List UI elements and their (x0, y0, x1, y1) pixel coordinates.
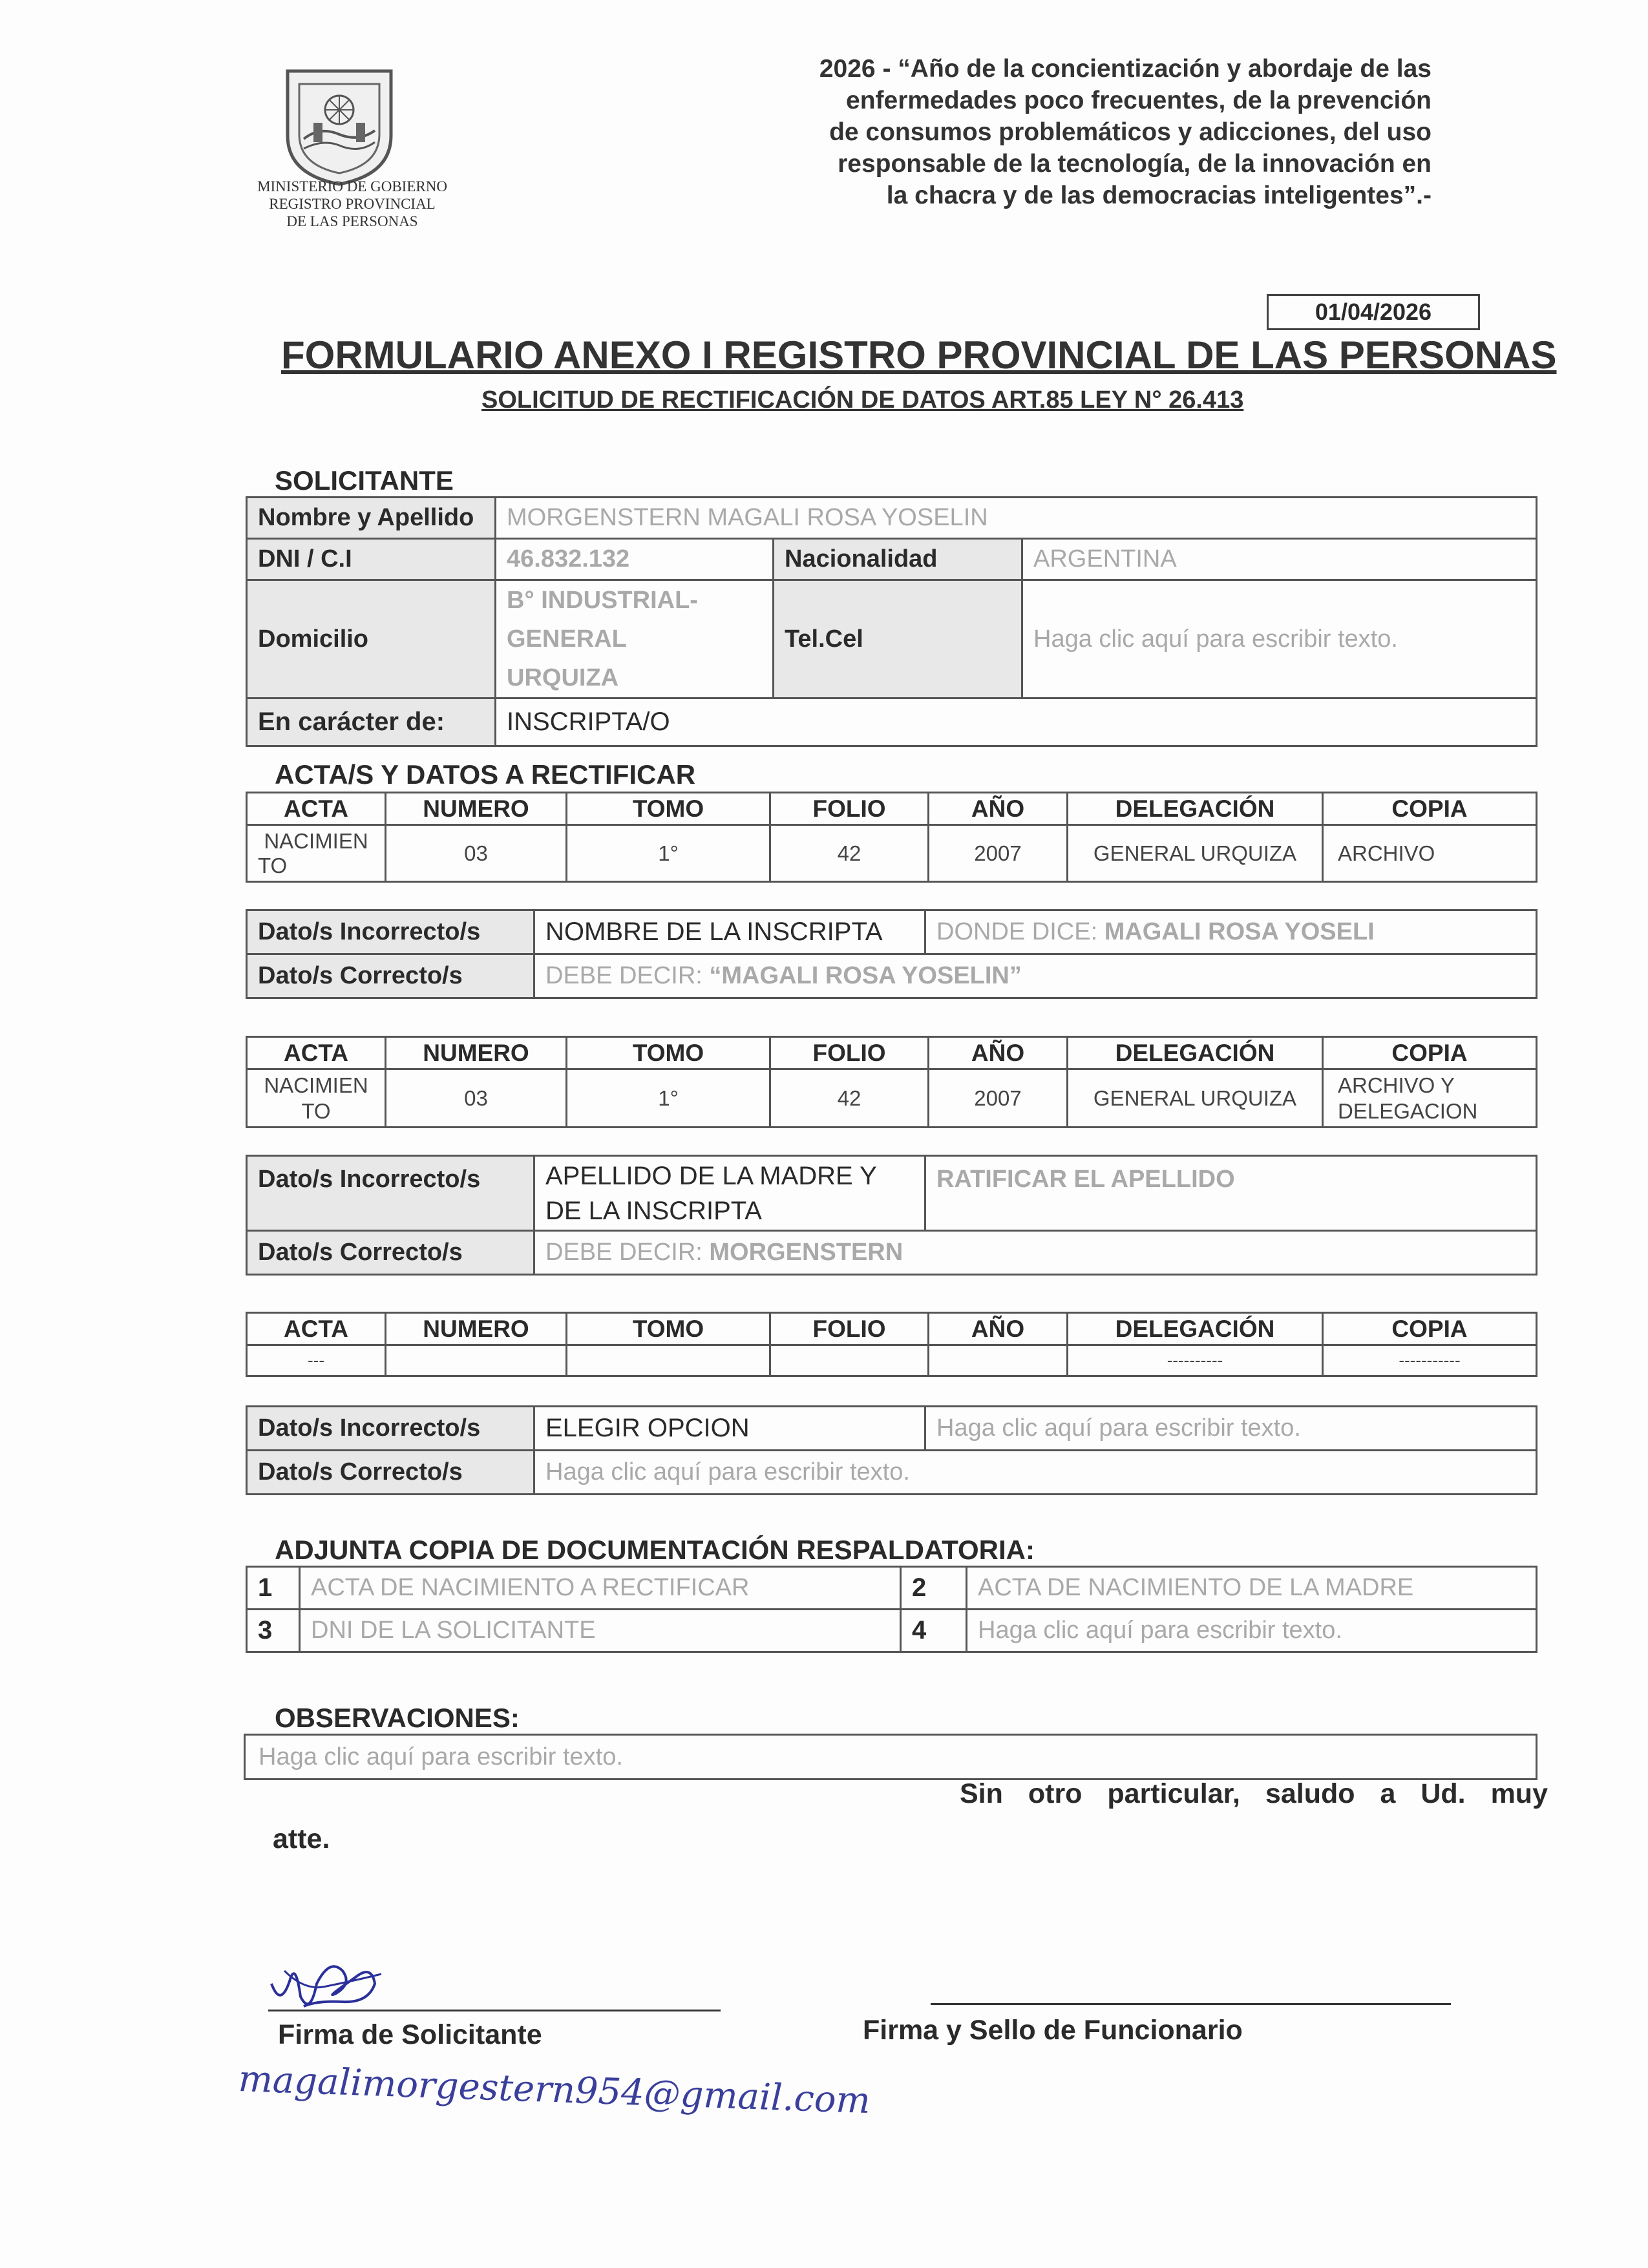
col-numero: NUMERO (386, 1037, 567, 1069)
acta-table (246, 792, 1537, 883)
delegacion-cell[interactable]: GENERAL URQUIZA (1068, 825, 1323, 882)
adjunta-num: 2 (901, 1567, 967, 1610)
dni-label: DNI / C.I (247, 539, 496, 580)
col-anio: AÑO (929, 1037, 1068, 1069)
telcel-label: Tel.Cel (774, 580, 1022, 698)
col-tomo: TOMO (567, 1313, 770, 1345)
adjunta-heading: ADJUNTA COPIA DE DOCUMENTACIÓN RESPALDATORIA: (275, 1535, 1035, 1565)
copia-line: ARCHIVO (1338, 841, 1435, 865)
incorrecto-label: Dato/s Incorrecto/s (247, 1156, 534, 1231)
col-numero: NUMERO (386, 793, 567, 825)
correcto-value[interactable] (534, 1231, 1537, 1275)
caracter-value[interactable]: INSCRIPTA/O (496, 698, 1537, 746)
anio-cell[interactable]: 2007 (929, 1069, 1068, 1128)
detalle-value[interactable]: Haga clic aquí para escribir texto. (925, 1407, 1537, 1451)
col-folio: FOLIO (770, 793, 929, 825)
domicilio-label: Domicilio (247, 580, 496, 698)
firma-funcionario-label: Firma y Sello de Funcionario (863, 2015, 1243, 2046)
tomo-cell[interactable]: 1° (567, 825, 770, 882)
telcel-value[interactable]: Haga clic aquí para escribir texto. (1022, 580, 1537, 698)
col-tomo: TOMO (567, 1037, 770, 1069)
motto-line: de consumos problemáticos y adicciones, del uso (829, 118, 1431, 146)
observaciones-field[interactable]: Haga clic aquí para escribir texto. (244, 1734, 1537, 1780)
solicitante-table (246, 496, 1537, 747)
correcto-text: MORGENSTERN (709, 1239, 903, 1266)
acta-table (246, 1312, 1537, 1377)
detalle-value[interactable] (925, 1156, 1537, 1231)
delegacion-cell[interactable]: ---------- (1068, 1345, 1323, 1376)
dni-value[interactable]: 46.832.132 (496, 539, 774, 580)
col-delegacion: DELEGACIÓN (1068, 1313, 1323, 1345)
date-box: 01/04/2026 (1267, 294, 1480, 330)
copia-line: DELEGACION (1338, 1098, 1478, 1123)
col-delegacion: DELEGACIÓN (1068, 1037, 1323, 1069)
detalle-prefix: DONDE DICE: (936, 918, 1104, 945)
name-value[interactable]: MORGENSTERN MAGALI ROSA YOSELIN (496, 498, 1537, 539)
tomo-cell[interactable]: 1° (567, 1069, 770, 1128)
firma-solicitante-label: Firma de Solicitante (278, 2019, 542, 2050)
adjunta-num: 3 (247, 1610, 300, 1652)
actas-heading: ACTA/S Y DATOS A RECTIFICAR (275, 759, 696, 790)
acta-table (246, 1036, 1537, 1128)
solicitante-heading: SOLICITANTE (275, 465, 454, 496)
col-acta: ACTA (247, 1313, 386, 1345)
numero-cell[interactable]: 03 (386, 1069, 567, 1128)
ministry-block (236, 178, 469, 230)
col-anio: AÑO (929, 1313, 1068, 1345)
acta-cell[interactable] (247, 1069, 386, 1128)
copia-line: ARCHIVO Y (1338, 1073, 1455, 1097)
ministry-line: MINISTERIO DE GOBIERNO (257, 178, 447, 194)
numero-cell[interactable]: 03 (386, 825, 567, 882)
numero-cell[interactable] (386, 1345, 567, 1376)
caracter-label: En carácter de: (247, 698, 496, 746)
motto-line: enfermedades poco frecuentes, de la prevención (846, 87, 1431, 114)
acta-line: NACIMIEN (264, 828, 368, 853)
motto-line: 2026 - “Año de la concientización y abordaje de las (819, 55, 1431, 83)
incorrecto-value[interactable] (534, 910, 925, 954)
closing-line: atte. (273, 1823, 330, 1854)
tomo-cell[interactable] (567, 1345, 770, 1376)
adjunta-item[interactable]: Haga clic aquí para escribir texto. (967, 1610, 1537, 1652)
adjunta-item[interactable]: ACTA DE NACIMIENTO A RECTIFICAR (300, 1567, 901, 1610)
correcto-label: Dato/s Correcto/s (247, 1231, 534, 1275)
col-copia: COPIA (1323, 1037, 1537, 1069)
correcto-label: Dato/s Correcto/s (247, 1451, 534, 1495)
correcto-value[interactable]: Haga clic aquí para escribir texto. (534, 1451, 1537, 1495)
col-folio: FOLIO (770, 1037, 929, 1069)
domicilio-line: URQUIZA (507, 664, 619, 691)
adjunta-table (246, 1566, 1537, 1653)
copia-cell[interactable] (1323, 1069, 1537, 1128)
incorrecto-line: APELLIDO DE LA MADRE Y (545, 1161, 877, 1190)
dato-table (246, 1155, 1537, 1276)
col-acta: ACTA (247, 793, 386, 825)
copia-cell[interactable] (1323, 825, 1537, 882)
incorrecto-value[interactable]: ELEGIR OPCION (534, 1407, 925, 1451)
col-copia: COPIA (1323, 1313, 1537, 1345)
observaciones-heading: OBSERVACIONES: (275, 1703, 520, 1733)
motto (743, 53, 1431, 211)
dato-table (246, 1405, 1537, 1495)
anio-cell[interactable]: 2007 (929, 825, 1068, 882)
delegacion-cell[interactable]: GENERAL URQUIZA (1068, 1069, 1323, 1128)
province-seal (275, 58, 404, 187)
adjunta-num: 4 (901, 1610, 967, 1652)
dato-table (246, 909, 1537, 999)
incorrecto-value[interactable] (534, 1156, 925, 1231)
anio-cell[interactable] (929, 1345, 1068, 1376)
motto-line: responsable de la tecnología, de la innovación en (838, 150, 1431, 178)
incorrecto-label: Dato/s Incorrecto/s (247, 1407, 534, 1451)
incorrecto-label: Dato/s Incorrecto/s (247, 910, 534, 954)
col-copia: COPIA (1323, 793, 1537, 825)
nacionalidad-label: Nacionalidad (774, 539, 1022, 580)
name-label: Nombre y Apellido (247, 498, 496, 539)
col-delegacion: DELEGACIÓN (1068, 793, 1323, 825)
closing-line: Sin otro particular, saludo a Ud. muy (960, 1778, 1548, 1809)
signature-line-solicitante (268, 2010, 721, 2011)
seal-icon (275, 58, 404, 187)
folio-cell[interactable]: 42 (770, 1069, 929, 1128)
folio-cell[interactable]: 42 (770, 825, 929, 882)
acta-line: TO (258, 853, 288, 877)
col-folio: FOLIO (770, 1313, 929, 1345)
correcto-value[interactable] (534, 954, 1537, 998)
correcto-label: Dato/s Correcto/s (247, 954, 534, 998)
col-tomo: TOMO (567, 793, 770, 825)
ministry-line: DE LAS PERSONAS (286, 213, 418, 229)
detalle-text: RATIFICAR EL APELLIDO (936, 1166, 1235, 1193)
ministry-line: REGISTRO PROVINCIAL (269, 196, 436, 212)
adjunta-item[interactable]: ACTA DE NACIMIENTO DE LA MADRE (967, 1567, 1537, 1610)
correcto-prefix: DEBE DECIR: (545, 962, 710, 989)
detalle-value[interactable] (925, 910, 1537, 954)
motto-line: la chacra y de las democracias inteligentes”.- (886, 182, 1431, 209)
col-acta: ACTA (247, 1037, 386, 1069)
incorrecto-line: NOMBRE DE LA INSCRIPTA (545, 918, 883, 946)
adjunta-item[interactable]: DNI DE LA SOLICITANTE (300, 1610, 901, 1652)
domicilio-line: B° INDUSTRIAL-GENERAL (507, 587, 698, 653)
detalle-text: MAGALI ROSA YOSELI (1104, 918, 1375, 945)
acta-cell[interactable] (247, 825, 386, 882)
copia-cell[interactable]: ----------- (1323, 1345, 1537, 1376)
acta-cell[interactable]: --- (247, 1345, 386, 1376)
adjunta-num: 1 (247, 1567, 300, 1610)
correcto-text: “MAGALI ROSA YOSELIN” (709, 962, 1022, 989)
nacionalidad-value[interactable]: ARGENTINA (1022, 539, 1537, 580)
col-anio: AÑO (929, 793, 1068, 825)
handwritten-email: magalimorgestern954@gmail.com (237, 2058, 871, 2123)
page-subtitle: SOLICITUD DE RECTIFICACIÓN DE DATOS ART.85 LEY N° 26.413 (481, 386, 1244, 414)
acta-line: TO (301, 1098, 331, 1123)
domicilio-value[interactable] (496, 580, 774, 698)
signature-line-funcionario (931, 2003, 1451, 2005)
correcto-prefix: DEBE DECIR: (545, 1239, 710, 1266)
page-title: FORMULARIO ANEXO I REGISTRO PROVINCIAL DE LAS PERSONAS (281, 333, 1557, 377)
incorrecto-line: DE LA INSCRIPTA (545, 1196, 762, 1225)
acta-line: NACIMIEN (264, 1073, 368, 1097)
col-numero: NUMERO (386, 1313, 567, 1345)
folio-cell[interactable] (770, 1345, 929, 1376)
